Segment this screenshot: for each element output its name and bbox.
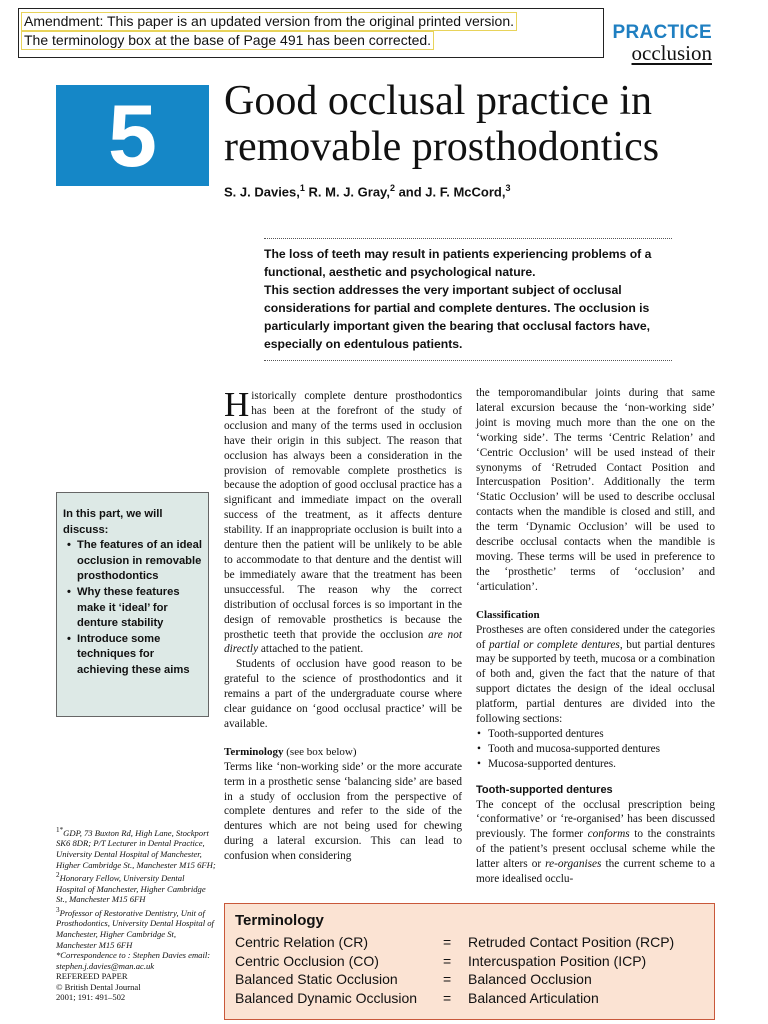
author-name: R. M. J. Gray, [308, 184, 390, 200]
body-paragraph [224, 385, 462, 657]
amendment-line-1: Amendment: This paper is an updated version from the original printed version. [21, 12, 517, 31]
body-text: , but partial dentures may be supported by teeth, mucosa or a combination of both and, given the fact that the nature of that support dictates the design of the ideal occlusal platform, partial dentures are divided into the following sections: [476, 638, 715, 726]
term-equals: = [443, 971, 452, 987]
footnote-mark: 2 [56, 871, 60, 880]
author-footnotes [56, 825, 216, 1003]
subheading-terminology [224, 745, 462, 760]
body-paragraph: the temporomandibular joints during that same lateral excursion because the ‘non-working side’ joint is moving much more than the one on the ‘working side’. The terms ‘Centric Relation’ and ‘Centric Occlusion’ will be used instead of their synonyms of ‘Retruded Contact Position and Intercuspation Position’. Additionally the term ‘Static Occlusion’ will be used to describe occlusal contacts when the mandible is closed and still, and the term ‘Dynamic Occlusion’ will be used to describe occlusal contacts when the mandible is moving. These terms will be used in preference to the ‘prosthetic’ terms of ‘occlusion’ and ‘articulation’. [476, 387, 715, 593]
amendment-line-2: The terminology box at the base of Page 491 has been corrected. [21, 31, 434, 50]
footnote-text: GDP, 73 Buxton Rd, High Lane, Stockport SK6 8DR; P/T Lecturer in Dental Practice, University Dental Hospital of Manchester, Higher Cambridge St., Manchester M15 6FH; [56, 827, 216, 870]
term-right: Balanced Articulation [468, 989, 599, 1006]
term-equals: = [443, 934, 452, 950]
subheading-tooth-supported: Tooth-supported dentures [476, 783, 613, 796]
classification-list [476, 727, 715, 772]
terminology-row [235, 953, 705, 971]
terminology-title: Terminology [235, 912, 324, 929]
body-emphasis: partial or complete dentures [489, 638, 620, 651]
sidebar-list [63, 538, 202, 678]
footnote-1 [56, 825, 216, 870]
term-right: Retruded Contact Position (RCP) [468, 934, 675, 950]
subheading-text: Terminology [224, 745, 284, 758]
author-affiliation-mark: 1 [299, 183, 305, 193]
term-left: Balanced Static Occlusion [235, 971, 398, 987]
drop-cap: H [224, 385, 250, 424]
author-affiliation-mark: 2 [389, 183, 395, 193]
sidebar-intro: In this part, we will discuss: [63, 508, 163, 536]
body-text: to the constraints of the patient’s present occlusal scheme while the latter alters or [476, 828, 715, 871]
terminology-row [235, 990, 705, 1008]
body-emphasis: conforms [587, 828, 630, 841]
author-name: and J. F. McCord, [398, 184, 506, 200]
footnote-text: Honorary Fellow, University Dental Hospital of Manchester, Higher Cambridge St., Manchester M15 6FH [56, 873, 206, 905]
citation: 2001; 191: 491–502 [56, 992, 126, 1003]
term-equals: = [443, 952, 452, 969]
list-item: • Tooth-supported dentures [476, 727, 715, 742]
section-label: PRACTICE [612, 22, 712, 43]
in-this-part-box [56, 492, 209, 717]
subheading-classification: Classification [476, 608, 540, 621]
list-item: • Tooth and mucosa-supported dentures [476, 742, 715, 757]
body-emphasis: re-organises [545, 858, 602, 871]
body-text: the current scheme to a more idealised occlu- [476, 858, 715, 886]
term-left: Centric Occlusion (CO) [235, 952, 379, 969]
body-paragraph: Students of occlusion have good reason to be grateful to the science of prosthodontics and it remains a part of the undergraduate course where clear guidance on ‘good occlusal practice’ will be available. [224, 658, 462, 730]
body-paragraph [476, 623, 715, 727]
body-text: attached to the patient. [258, 643, 364, 656]
body-column-1 [224, 385, 462, 864]
term-left: Centric Relation (CR) [235, 934, 369, 950]
author-affiliation-mark: 3 [505, 183, 511, 193]
body-text: The concept of the occlusal prescription being ‘conformative’ or ‘re-organised’ has been discussed previously. The former [476, 798, 715, 841]
chapter-number: 5 [108, 85, 157, 185]
topic-label: occlusion [631, 41, 712, 65]
sidebar-item: • The features of an ideal occlusion in removable prosthodontics [63, 538, 202, 585]
term-right: Intercuspation Position (ICP) [468, 952, 647, 969]
list-item: • Mucosa-supported dentures. [476, 757, 715, 772]
footnote-mark: 3 [56, 905, 60, 914]
correspondence-note: *Correspondence to : Stephen Davies email: stephen.j.davies@man.ac.uk [56, 950, 211, 971]
body-paragraph [476, 798, 715, 887]
terminology-row [235, 934, 705, 952]
footnote-2 [56, 870, 216, 905]
footnote-text: Professor of Restorative Dentistry, Unit of Prosthodontics, University Dental Hospital of Manchester, Higher Cambridge St, Manchester M15 6FH [56, 907, 214, 950]
body-paragraph: Terms like ‘non-working side’ or the more accurate term in a prosthetic sense ‘balancing side’ are based in a study of occlusion from the perspective of complete dentures and refer to the side of the dentures which are not being used for chewing during a lateral excursion. This can lead to confusion when considering [224, 760, 462, 863]
sidebar-item: • Why these features make it ‘ideal’ for denture stability [63, 585, 202, 632]
term-left: Balanced Dynamic Occlusion [235, 989, 418, 1006]
abstract-paragraph-2: This section addresses the very important subject of occlusal considerations for partial and complete dentures. The occlusion is particularly important given the bearing that occlusal factors have, especially on edentulous patients. [264, 283, 651, 351]
article-title: Good occlusal practice in removable prosthodontics [224, 78, 660, 170]
body-text: istorically complete denture prosthodontics has been at the forefront of the study of occlusion and many of the terms used in occlusion have their origin in this subject. The reason that occlusion has always been a consideration in the provision of removable complete prosthetics is because the adoption of good occlusal practice has a significant and immediate impact on the overall success of the treatment, as it affects denture stability. If an inappropriate occlusion is built into a denture then the patient will be unlikely to be able to accommodate to that denture and the dentist will be immediately aware that the treatment has been unsuccessful. The reason why the correct distribution of occlusal forces is so important in the design of removable prosthetics is because the prosthetic teeth that provide the occlusion [224, 390, 462, 641]
term-equals: = [443, 989, 452, 1006]
sidebar-item: • Introduce some techniques for achieving these aims [63, 632, 202, 679]
amendment-notice [18, 8, 604, 58]
footnote-3 [56, 905, 216, 950]
subheading-note: (see box below) [283, 745, 357, 758]
body-emphasis: are not directly [224, 628, 462, 656]
terminology-box [224, 903, 715, 1020]
abstract-paragraph-1: The loss of teeth may result in patients experiencing problems of a functional, aesthetic and psychological nature. [264, 247, 652, 279]
author-list [224, 183, 511, 199]
body-text: Prostheses are often considered under the categories of [476, 623, 715, 651]
author-name: S. J. Davies, [224, 184, 300, 200]
body-column-2 [476, 386, 715, 887]
term-right: Balanced Occlusion [468, 971, 592, 987]
chapter-number-block [56, 85, 209, 186]
refereed-label: REFEREED PAPER [56, 971, 128, 982]
journal-copyright: © British Dental Journal [56, 981, 141, 992]
abstract [264, 238, 672, 361]
footnote-mark: 1* [56, 826, 64, 834]
terminology-row [235, 971, 705, 989]
